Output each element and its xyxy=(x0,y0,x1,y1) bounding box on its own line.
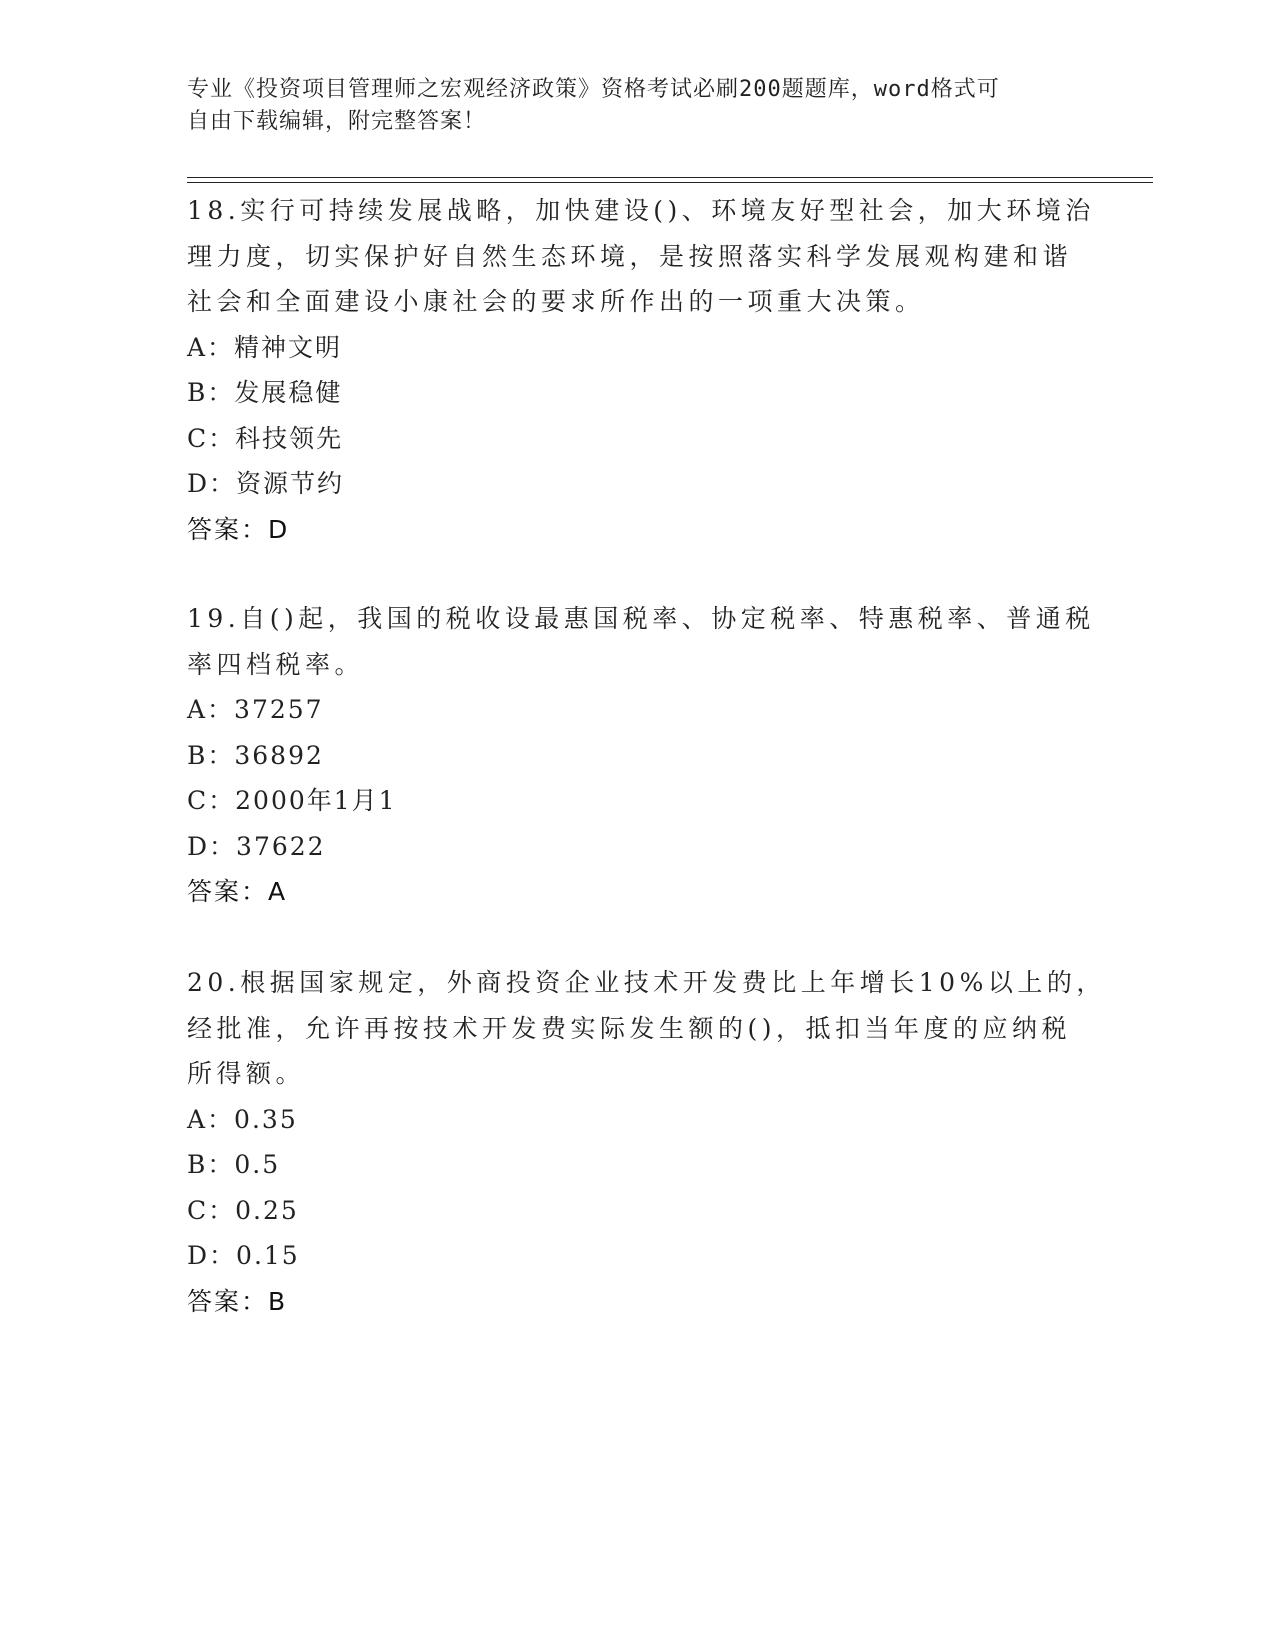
question-block-20 xyxy=(187,960,1106,1324)
question-stem-line: 社会和全面建设小康社会的要求所作出的一项重大决策。 xyxy=(187,287,925,316)
question-stem-line: 18.实行可持续发展战略，加快建设()、环境友好型社会，加大环境治 xyxy=(187,196,1095,225)
option-c: C：0.25 xyxy=(187,1195,299,1225)
header-line: 专业《投资项目管理师之宏观经济政策》资格考试必刷200题题库，word格式可 xyxy=(187,77,1000,102)
header-divider-top xyxy=(187,177,1153,178)
answer-line: 答案：A xyxy=(187,877,288,906)
option-d: D：37622 xyxy=(187,831,326,861)
option-a: A：0.35 xyxy=(187,1104,298,1134)
option-c: C：科技领先 xyxy=(187,423,344,453)
question-block-18 xyxy=(187,188,1095,552)
answer-line: 答案：B xyxy=(187,1286,288,1316)
question-stem-line: 所得额。 xyxy=(187,1059,306,1088)
question-stem-line: 19.自()起，我国的税收设最惠国税率、协定税率、特惠税率、普通税 xyxy=(187,604,1095,633)
option-d: D：资源节约 xyxy=(187,469,345,498)
option-c: C：2000年1月1 xyxy=(187,786,397,815)
option-d: D：0.15 xyxy=(187,1241,300,1270)
question-stem-line: 率四档税率。 xyxy=(187,649,365,679)
question-stem-line: 经批准，允许再按技术开发费实际发生额的()，抵扣当年度的应纳税 xyxy=(187,1013,1072,1043)
header-line: 自由下载编辑，附完整答案！ xyxy=(187,109,487,134)
option-b: B：发展稳健 xyxy=(187,378,343,407)
question-stem-line: 20.根据国家规定，外商投资企业技术开发费比上年增长10%以上的， xyxy=(187,968,1106,997)
question-stem-line: 理力度，切实保护好自然生态环境，是按照落实科学发展观构建和谐 xyxy=(187,241,1073,271)
question-block-19 xyxy=(187,596,1095,915)
option-b: B：36892 xyxy=(187,740,324,770)
option-a: A：精神文明 xyxy=(187,332,343,362)
header-divider-bottom xyxy=(187,182,1153,183)
option-a: A：37257 xyxy=(187,695,324,724)
option-b: B：0.5 xyxy=(187,1150,281,1179)
answer-line: 答案：D xyxy=(187,514,290,544)
document-header xyxy=(187,74,1067,138)
